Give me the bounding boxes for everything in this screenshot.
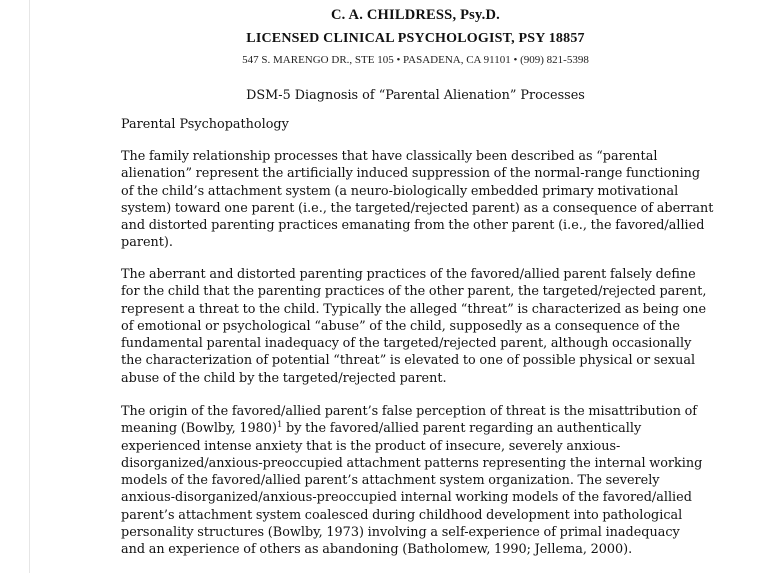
paragraph-line: anxious-disorganized/anxious-preoccupied internal working models of the favored/allied bbox=[121, 490, 692, 506]
paragraph-line: abuse of the child by the targeted/rejected parent. bbox=[121, 370, 447, 386]
paragraph-line: and an experience of others as abandoning (Batholomew, 1990; Jellema, 2000). bbox=[121, 542, 633, 558]
paragraph-text: by the favored/allied parent regarding an authentically bbox=[282, 421, 642, 437]
paragraph-2 bbox=[121, 266, 721, 387]
paragraph-line: The family relationship processes that have classically been described as “parental bbox=[121, 149, 658, 164]
paragraph-line: alienation” represent the artificially induced suppression of the normal-range functioning bbox=[121, 166, 701, 182]
paragraph-1 bbox=[121, 148, 721, 252]
paragraph-line: system) toward one parent (i.e., the targeted/rejected parent) as a consequence of aberrant bbox=[121, 200, 714, 216]
paragraph-line: of emotional or psychological “abuse” of the child, supposedly as a consequence of the bbox=[121, 318, 680, 334]
paragraph-line bbox=[121, 420, 721, 437]
letterhead-title: LICENSED CLINICAL PSYCHOLOGIST, PSY 18857 bbox=[246, 31, 585, 46]
paragraph-line: the characterization of potential “threat” is elevated to one of possible physical or sexual bbox=[121, 353, 696, 369]
paragraph-line: and distorted parenting practices emanating from the other parent (i.e., the favored/allied bbox=[121, 218, 705, 234]
paragraph-line: parent). bbox=[121, 235, 173, 251]
paragraph-line: parent’s attachment system coalesced during childhood development into pathological bbox=[121, 507, 683, 523]
paragraph-line: models of the favored/allied parent’s attachment system organization. The severely bbox=[121, 473, 660, 489]
paragraph-line: experienced intense anxiety that is the product of insecure, severely anxious- bbox=[121, 438, 621, 454]
document-title: DSM-5 Diagnosis of “Parental Alienation” Processes bbox=[246, 88, 585, 103]
page-left-edge bbox=[29, 0, 30, 573]
paragraph-line: for the child that the parenting practices of the other parent, the targeted/rejected parent, bbox=[121, 284, 707, 300]
paragraph-line: The origin of the favored/allied parent’s false perception of threat is the misattribution of bbox=[121, 404, 698, 419]
paragraph-line: fundamental parental inadequacy of the targeted/rejected parent, although occasionally bbox=[121, 336, 692, 352]
paragraph-line: disorganized/anxious-preoccupied attachment patterns representing the internal working bbox=[121, 455, 703, 471]
paragraph-line: represent a threat to the child. Typically the alleged “threat” is characterized as being one bbox=[121, 301, 707, 317]
paragraph-line: of the child’s attachment system (a neuro-biologically embedded primary motivational bbox=[121, 183, 679, 199]
paragraph-line: The aberrant and distorted parenting practices of the favored/allied parent falsely define bbox=[121, 267, 696, 282]
paragraph-3 bbox=[121, 403, 721, 559]
letterhead-address: 547 S. MARENGO DR., STE 105 • PASADENA, CA 91101 • (909) 821-5398 bbox=[242, 54, 589, 66]
paragraph-text: meaning (Bowlby, 1980) bbox=[121, 421, 277, 437]
paragraph-line: personality structures (Bowlby, 1973) involving a self-experience of primal inadequacy bbox=[121, 525, 680, 541]
footnote-reference[interactable]: 1 bbox=[276, 420, 283, 431]
letterhead-name: C. A. CHILDRESS, Psy.D. bbox=[331, 7, 500, 23]
section-heading: Parental Psychopathology bbox=[121, 117, 289, 132]
